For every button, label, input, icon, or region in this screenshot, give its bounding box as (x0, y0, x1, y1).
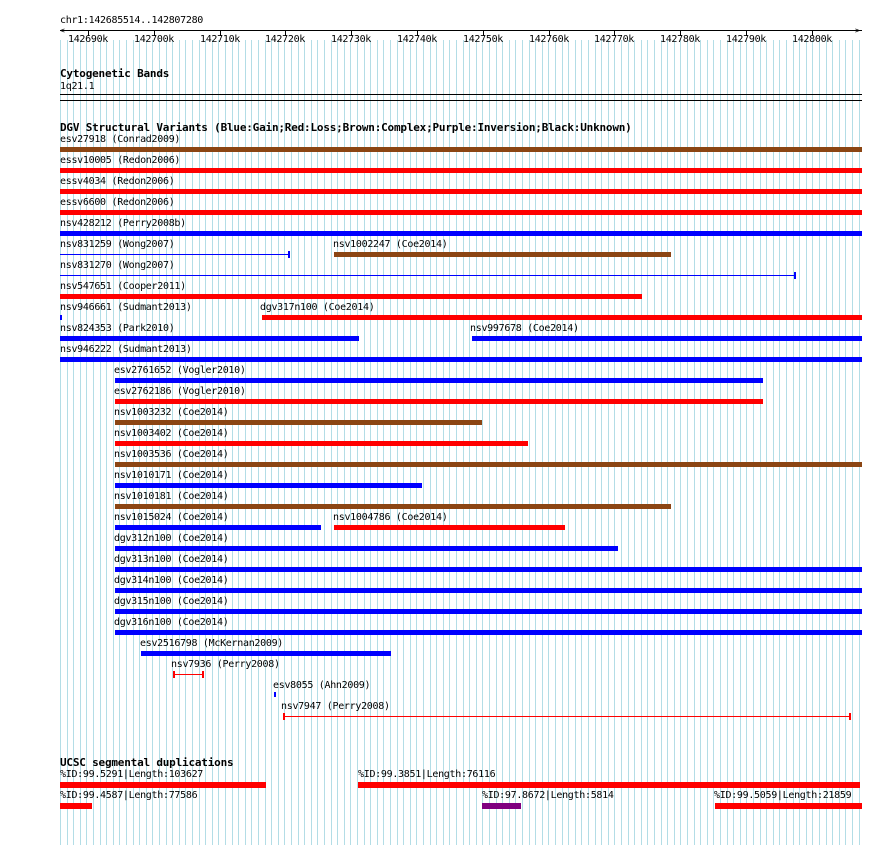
dgv-variant-label[interactable]: essv6600 (Redon2006) (60, 197, 175, 208)
segdup-bar[interactable] (358, 782, 860, 788)
dgv-variant-label[interactable]: nsv428212 (Perry2008b) (60, 218, 186, 229)
cytoband-title: Cytogenetic Bands (60, 67, 170, 80)
dgv-variant-bar[interactable] (115, 504, 671, 509)
dgv-variant-label[interactable]: nsv1010171 (Coe2014) (114, 470, 229, 481)
dgv-variant-bar[interactable] (115, 483, 422, 488)
ruler-tick-label: 142760k (528, 34, 570, 45)
segdup-label[interactable]: %ID:99.5059|Length:21859 (714, 790, 852, 801)
dgv-variant-bar[interactable] (60, 315, 62, 320)
dgv-variant-bar[interactable] (115, 588, 862, 593)
dgv-variant-label[interactable]: nsv1003232 (Coe2014) (114, 407, 229, 418)
dgv-variant-label[interactable]: nsv1004786 (Coe2014) (333, 512, 448, 523)
dgv-variant-bar[interactable] (60, 294, 642, 299)
dgv-variant-bar[interactable] (115, 567, 862, 572)
dgv-variant-bar[interactable] (173, 674, 204, 675)
dgv-variant-bar[interactable] (115, 420, 482, 425)
ruler-tick-label: 142800k (791, 34, 833, 45)
segdup-bar[interactable] (482, 803, 521, 809)
dgv-variant-label[interactable]: dgv312n100 (Coe2014) (114, 533, 229, 544)
ruler-tick-label: 142790k (725, 34, 767, 45)
dgv-variant-bar[interactable] (60, 275, 796, 276)
dgv-variant-bar[interactable] (115, 441, 528, 446)
segdup-bar[interactable] (715, 803, 862, 809)
dgv-variant-label[interactable]: esv2761652 (Vogler2010) (114, 365, 246, 376)
segdup-bar[interactable] (60, 803, 92, 809)
dgv-variant-bar[interactable] (60, 231, 862, 236)
dgv-variant-bar[interactable] (115, 630, 862, 635)
ruler-tick-label: 142770k (593, 34, 635, 45)
dgv-variant-label[interactable]: nsv7936 (Perry2008) (171, 659, 280, 670)
dgv-variant-bar[interactable] (334, 525, 565, 530)
dgv-variant-label[interactable]: dgv317n100 (Coe2014) (260, 302, 375, 313)
ruler-tick-label: 142700k (133, 34, 175, 45)
dgv-variant-label[interactable]: nsv1003536 (Coe2014) (114, 449, 229, 460)
dgv-variant-label[interactable]: nsv1003402 (Coe2014) (114, 428, 229, 439)
cytoband-line-bottom (60, 100, 862, 101)
dgv-variant-label[interactable]: nsv7947 (Perry2008) (281, 701, 390, 712)
dgv-variant-bar[interactable] (115, 609, 862, 614)
dgv-variant-bar[interactable] (115, 525, 321, 530)
dgv-variant-bar[interactable] (274, 692, 276, 697)
dgv-variant-label[interactable]: nsv946222 (Sudmant2013) (60, 344, 192, 355)
dgv-variant-end-cap (283, 713, 285, 720)
dgv-variant-bar[interactable] (115, 462, 862, 467)
dgv-variant-end-cap (288, 251, 290, 258)
dgv-variant-end-cap (794, 272, 796, 279)
dgv-variant-bar[interactable] (141, 651, 391, 656)
dgv-variant-label[interactable]: esv8055 (Ahn2009) (273, 680, 371, 691)
segdup-track-title: UCSC segmental duplications (60, 756, 234, 769)
dgv-variant-label[interactable]: dgv313n100 (Coe2014) (114, 554, 229, 565)
dgv-variant-bar[interactable] (115, 378, 763, 383)
dgv-variant-bar[interactable] (262, 315, 862, 320)
ruler-tick-label: 142740k (396, 34, 438, 45)
dgv-variant-label[interactable]: dgv316n100 (Coe2014) (114, 617, 229, 628)
dgv-variant-label[interactable]: essv4034 (Redon2006) (60, 176, 175, 187)
dgv-variant-label[interactable]: esv2762186 (Vogler2010) (114, 386, 246, 397)
ruler-left-arrow: < (60, 26, 65, 35)
dgv-variant-label[interactable]: nsv1015024 (Coe2014) (114, 512, 229, 523)
dgv-variant-bar[interactable] (115, 546, 618, 551)
dgv-variant-bar[interactable] (60, 189, 862, 194)
dgv-variant-label[interactable]: nsv1002247 (Coe2014) (333, 239, 448, 250)
dgv-variant-label[interactable]: dgv314n100 (Coe2014) (114, 575, 229, 586)
ruler-tick-label: 142690k (67, 34, 109, 45)
dgv-variant-bar[interactable] (60, 168, 862, 173)
ruler-tick-label: 142730k (330, 34, 372, 45)
dgv-variant-bar[interactable] (60, 336, 359, 341)
dgv-variant-label[interactable]: dgv315n100 (Coe2014) (114, 596, 229, 607)
dgv-variant-label[interactable]: nsv831270 (Wong2007) (60, 260, 175, 271)
dgv-variant-bar[interactable] (283, 716, 851, 717)
dgv-variant-bar[interactable] (60, 147, 862, 152)
cytoband-label: 1q21.1 (60, 81, 95, 92)
dgv-variant-label[interactable]: nsv547651 (Cooper2011) (60, 281, 186, 292)
ruler-tick-label: 142720k (264, 34, 306, 45)
dgv-variant-end-cap (849, 713, 851, 720)
ruler-tick-label: 142750k (462, 34, 504, 45)
cytoband-line-top (60, 94, 862, 95)
dgv-variant-bar[interactable] (472, 336, 862, 341)
dgv-variant-bar[interactable] (115, 399, 763, 404)
ruler-right-arrow: > (855, 26, 860, 35)
dgv-variant-end-cap (173, 671, 175, 678)
dgv-variant-end-cap (202, 671, 204, 678)
segdup-bar[interactable] (60, 782, 266, 788)
ruler-tick-label: 142710k (199, 34, 241, 45)
dgv-variant-label[interactable]: nsv946661 (Sudmant2013) (60, 302, 192, 313)
dgv-variant-bar[interactable] (60, 357, 862, 362)
dgv-variant-label[interactable]: nsv831259 (Wong2007) (60, 239, 175, 250)
dgv-variant-bar[interactable] (60, 254, 290, 255)
dgv-variant-bar[interactable] (334, 252, 671, 257)
position-label: chr1:142685514..142807280 (60, 15, 204, 26)
ruler-axis (60, 30, 862, 31)
dgv-variant-label[interactable]: nsv997678 (Coe2014) (470, 323, 579, 334)
dgv-variant-bar[interactable] (60, 210, 862, 215)
dgv-track-title: DGV Structural Variants (Blue:Gain;Red:Loss;Brown:Complex;Purple:Inversion;Black:Unknown) (60, 121, 632, 134)
ruler-tick-label: 142780k (659, 34, 701, 45)
segdup-label[interactable]: %ID:99.5291|Length:103627 (60, 769, 204, 780)
dgv-variant-label[interactable]: esv2516798 (McKernan2009) (140, 638, 284, 649)
dgv-variant-label[interactable]: nsv824353 (Park2010) (60, 323, 175, 334)
dgv-variant-label[interactable]: esv27918 (Conrad2009) (60, 134, 181, 145)
segdup-label[interactable]: %ID:99.3851|Length:76116 (358, 769, 496, 780)
segdup-label[interactable]: %ID:99.4587|Length:77586 (60, 790, 198, 801)
dgv-variant-label[interactable]: nsv1010181 (Coe2014) (114, 491, 229, 502)
segdup-label[interactable]: %ID:97.8672|Length:5814 (482, 790, 614, 801)
dgv-variant-label[interactable]: essv10005 (Redon2006) (60, 155, 181, 166)
